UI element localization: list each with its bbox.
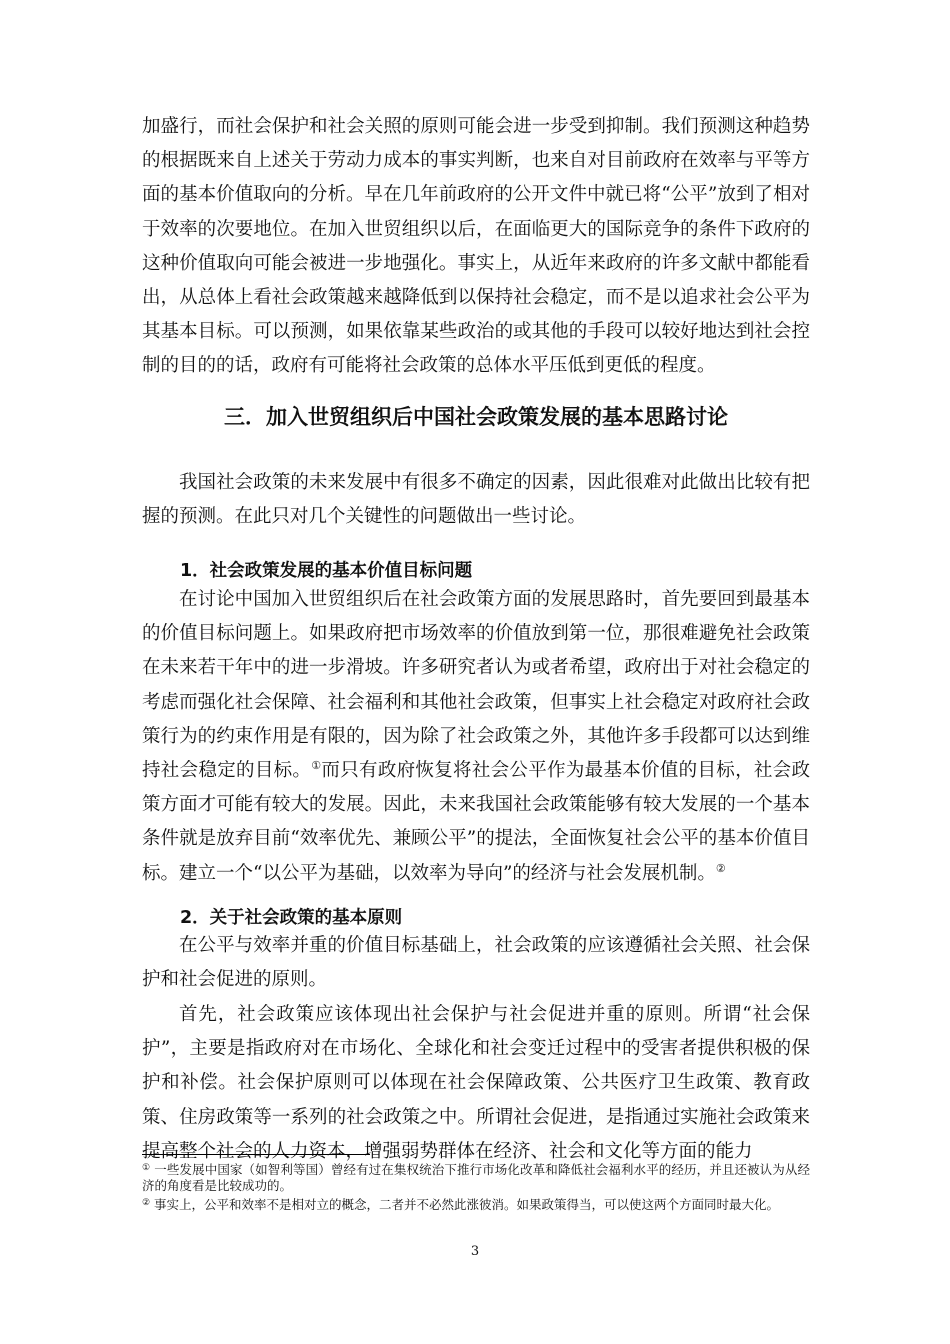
subsection-title-2: 2．关于社会政策的基本原则	[180, 908, 403, 928]
footnote-mark-1: ①	[142, 1163, 151, 1173]
footnote-1-text: 一些发展中国家（如智利等国）曾经有过在集权统治下推行市场化改革和降低社会福利水平的经历，并且还被认为从经济的角度看是比较成功的。	[142, 1162, 810, 1193]
page-number: 3	[470, 1244, 480, 1259]
paragraph-value-goal	[142, 583, 810, 891]
footnote-1	[142, 1162, 810, 1194]
paragraph-intro: 我国社会政策的未来发展中有很多不确定的因素，因此很难对此做出比较有把握的预测。在此只对几个关键性的问题做出一些讨论。	[142, 472, 810, 528]
footnote-mark-2: ②	[142, 1198, 151, 1208]
footnote-2	[142, 1197, 810, 1213]
paragraph-principles: 在公平与效率并重的价值目标基础上，社会政策的应该遵循社会关照、社会保护和社会促进的原则。	[142, 935, 810, 991]
paragraph-value-goal-part2: 而只有政府恢复将社会公平作为最基本价值的目标，社会政策方面才可能有较大的发展。因此，未来我国社会政策能够有较大发展的一个基本条件就是放弃目前“效率优先、兼顾公平”的提法，全面恢复社会公平的基本价值目标。建立一个“以公平为基础，以效率为导向”的经济与社会发展机制。	[142, 760, 810, 884]
footnote-divider	[142, 1154, 370, 1155]
paragraph-protection: 首先，社会政策应该体现出社会保护与社会促进并重的原则。所谓“社会保护”，主要是指政府对在市场化、全球化和社会变迁过程中的受害者提供积极的保护和补偿。社会保护原则可以体现在社会保障政策、公共医疗卫生政策、教育政策、住房政策等一系列的社会政策之中。所谓社会促进，是指通过实施社会政策来提高整个社会的人力资本，增强弱势群体在经济、社会和文化等方面的能力	[142, 1004, 810, 1162]
footnote-2-text: 事实上，公平和效率不是相对立的概念，二者并不必然此涨彼消。如果政策得当，可以使这两个方面同时最大化。	[150, 1197, 780, 1212]
paragraph-value-goal-part1: 在讨论中国加入世贸组织后在社会政策方面的发展思路时，首先要回到最基本的价值目标问题上。如果政府把市场效率的价值放到第一位，那很难避免社会政策在未来若干年中的进一步滑坡。许多研究者认为或者希望，政府出于对社会稳定的考虑而强化社会保障、社会福利和其他社会政策，但事实上社会稳定对政府社会政策行为的约束作用是有限的，因为除了社会政策之外，其他许多手段都可以达到维持社会稳定的目标。	[142, 589, 810, 782]
section-title: 三．加入世贸组织后中国社会政策发展的基本思路讨论	[224, 405, 728, 429]
footnote-ref-2[interactable]: ②	[715, 861, 726, 875]
subsection-title-1: 1．社会政策发展的基本价值目标问题	[180, 561, 473, 581]
footnote-ref-1[interactable]: ①	[311, 759, 322, 773]
paragraph-continued: 加盛行，而社会保护和社会关照的原则可能会进一步受到抑制。我们预测这种趋势的根据既来自上述关于劳动力成本的事实判断，也来自对目前政府在效率与平等方面的基本价值取向的分析。早在几年前政府的公开文件中就已将“公平”放到了相对于效率的次要地位。在加入世贸组织以后，在面临更大的国际竞争的条件下政府的这种价值取向可能会被进一步地强化。事实上，从近年来政府的许多文献中都能看出，从总体上看社会政策越来越降低到以保持社会稳定，而不是以追求社会公平为其基本目标。可以预测，如果依靠某些政治的或其他的手段可以较好地达到社会控制的目的的话，政府有可能将社会政策的总体水平压低到更低的程度。	[142, 116, 810, 377]
